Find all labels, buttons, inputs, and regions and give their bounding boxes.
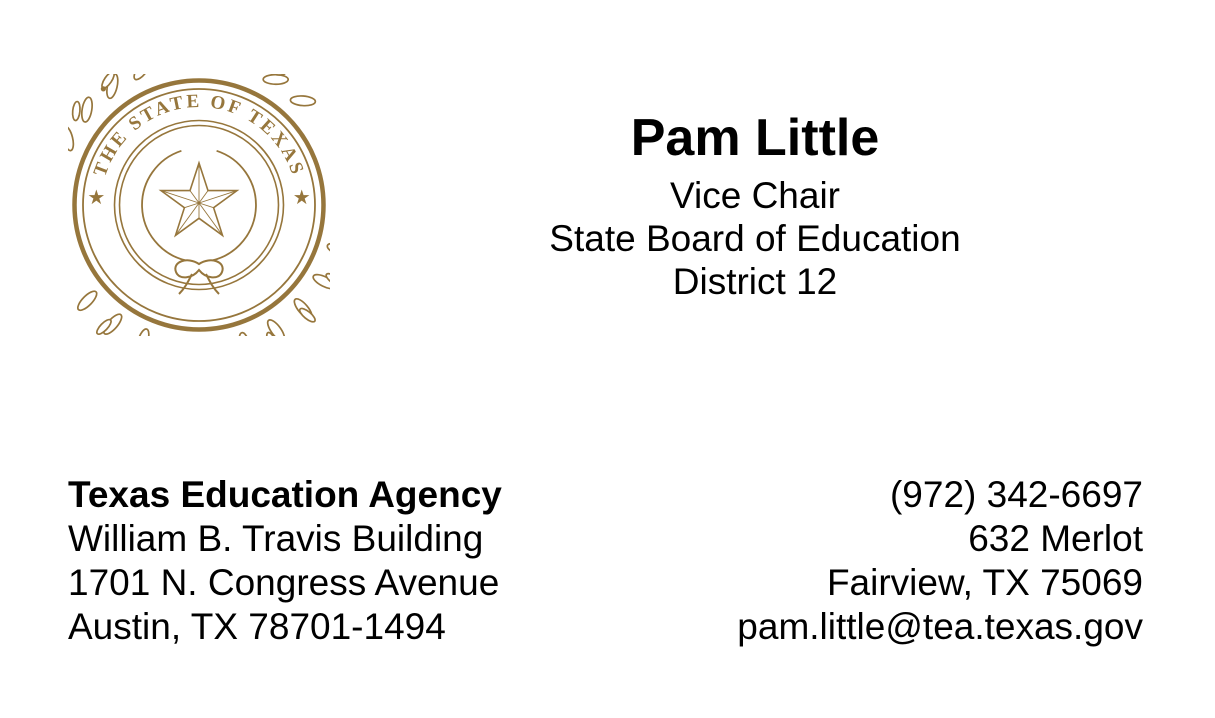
agency-address-block [68, 473, 502, 649]
agency-street-line: 1701 N. Congress Avenue [68, 562, 500, 603]
phone-number: (972) 342-6697 [889, 474, 1143, 515]
seal-right-branch-stem [213, 151, 256, 260]
seal-ring-text: THE STATE OF TEXAS [89, 90, 309, 180]
seal-right-star-icon: ★ [292, 186, 311, 209]
person-name: Pam Little [630, 109, 880, 167]
texas-state-seal-graphic [68, 74, 330, 336]
organization-name: State Board of Education [549, 218, 961, 259]
agency-building-line: William B. Travis Building [68, 518, 484, 559]
agency-name: Texas Education Agency [68, 474, 502, 515]
agency-city-line: Austin, TX 78701-1494 [68, 606, 446, 647]
contact-block [737, 473, 1143, 649]
email-address: pam.little@tea.texas.gov [737, 606, 1143, 647]
contact-street-line: 632 Merlot [968, 518, 1143, 559]
district-label: District 12 [672, 261, 838, 302]
contact-city-line: Fairview, TX 75069 [826, 562, 1143, 603]
seal-left-branch-stem [142, 151, 185, 260]
texas-state-seal [68, 74, 330, 336]
seal-center-star [161, 163, 237, 235]
seal-left-star-icon: ★ [87, 186, 106, 209]
name-block [330, 109, 1180, 303]
person-title: Vice Chair [669, 175, 840, 216]
